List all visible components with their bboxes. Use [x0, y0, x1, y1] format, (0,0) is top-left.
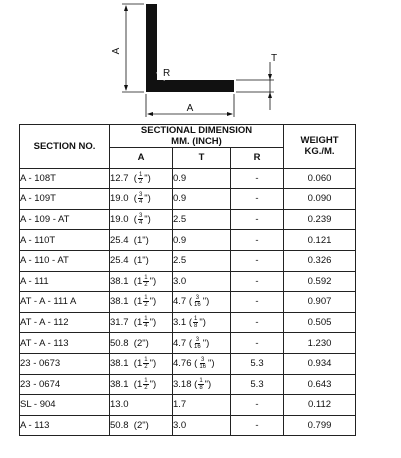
- inch-suffix: "): [144, 214, 151, 226]
- fraction-denominator: 8: [199, 384, 203, 391]
- weight-cell: 1.230: [284, 333, 356, 354]
- a-mm-value: 50.8: [110, 337, 129, 349]
- inch-fraction: [138, 172, 143, 185]
- section-no-cell: 23 - 0674: [20, 374, 110, 395]
- label-r: R: [163, 68, 171, 79]
- dimension-t-cell: [173, 353, 231, 374]
- header-weight-line2: KG./M.: [304, 146, 335, 158]
- inch-prefix: (2"): [133, 337, 149, 349]
- fraction-denominator: 2: [144, 384, 148, 391]
- section-no-cell: A - 111: [20, 271, 110, 292]
- weight-cell: 0.121: [284, 230, 356, 251]
- inch-prefix: (1: [133, 358, 143, 370]
- inch-prefix: (1"): [133, 255, 149, 267]
- header-section-no: SECTION NO.: [20, 125, 110, 169]
- table-row: [20, 353, 356, 374]
- dimension-r-cell: -: [231, 271, 284, 292]
- t-mm-value: 3.0: [173, 275, 187, 287]
- inch-fraction: [143, 295, 148, 308]
- dimension-r-cell: -: [231, 312, 284, 333]
- fraction-denominator: 4: [138, 199, 143, 206]
- section-no-cell: AT - A - 112: [20, 312, 110, 333]
- table-row: [20, 312, 356, 333]
- angle-section-diagram: [0, 0, 401, 124]
- inch-suffix: "): [202, 296, 210, 308]
- label-t: T: [271, 53, 278, 64]
- section-no-cell: AT - A - 111 A: [20, 292, 110, 313]
- fraction-numerator: 1: [144, 274, 148, 281]
- header-weight-line1: WEIGHT: [300, 135, 339, 147]
- inch-fraction: [193, 316, 198, 329]
- dimension-a-cell: [110, 230, 173, 251]
- inch-prefix: (: [188, 296, 193, 308]
- section-no-cell: A - 109 - AT: [20, 209, 110, 230]
- t-mm-value: 0.9: [173, 234, 187, 246]
- dimension-r-cell: -: [231, 209, 284, 230]
- header-weight: [284, 125, 356, 169]
- table-row: [20, 209, 356, 230]
- dimension-a-cell: [110, 250, 173, 271]
- inch-fraction: [138, 192, 143, 205]
- table-row: [20, 292, 356, 313]
- dimension-a-cell: [110, 189, 173, 210]
- weight-cell: 0.934: [284, 353, 356, 374]
- weight-cell: 0.592: [284, 271, 356, 292]
- weight-cell: 0.799: [284, 415, 356, 436]
- weight-cell: 0.505: [284, 312, 356, 333]
- section-no-cell: A - 110T: [20, 230, 110, 251]
- dimension-r-cell: -: [231, 395, 284, 416]
- label-a-horizontal: A: [186, 103, 194, 114]
- fraction-denominator: 16: [194, 302, 201, 309]
- inch-suffix: "): [149, 275, 157, 287]
- inch-fraction: [143, 357, 148, 370]
- dimension-t-cell: [173, 312, 231, 333]
- inch-suffix: "): [204, 378, 212, 390]
- dimension-r-cell: -: [231, 230, 284, 251]
- inch-suffix: "): [149, 378, 157, 390]
- inch-fraction: [143, 378, 148, 391]
- inch-suffix: "): [202, 337, 210, 349]
- table-row: [20, 168, 356, 189]
- a-mm-value: 12.7: [110, 172, 129, 184]
- fraction-denominator: 2: [144, 281, 148, 288]
- fraction-numerator: 1: [199, 377, 203, 384]
- a-mm-value: 38.1: [110, 296, 129, 308]
- t-mm-value: 3.0: [173, 420, 187, 432]
- inch-suffix: "): [149, 317, 157, 329]
- dimension-r-cell: -: [231, 292, 284, 313]
- fraction-denominator: 4: [144, 323, 148, 330]
- weight-cell: 0.239: [284, 209, 356, 230]
- table-row: [20, 250, 356, 271]
- weight-cell: 0.643: [284, 374, 356, 395]
- fraction-numerator: 3: [195, 295, 200, 302]
- inch-fraction: [198, 378, 203, 391]
- dimension-r-cell: 5.3: [231, 374, 284, 395]
- table-row: [20, 333, 356, 354]
- dimension-t-cell: [173, 250, 231, 271]
- table-row: [20, 189, 356, 210]
- t-mm-value: 1.7: [173, 399, 187, 411]
- section-no-cell: AT - A - 113: [20, 333, 110, 354]
- inch-prefix: (: [188, 337, 193, 349]
- section-no-cell: 23 - 0673: [20, 353, 110, 374]
- section-dimension-table: [19, 124, 356, 436]
- dimension-r-cell: -: [231, 189, 284, 210]
- inch-prefix: (: [133, 214, 137, 226]
- header-r: R: [231, 148, 284, 169]
- dimension-a-cell: [110, 415, 173, 436]
- inch-prefix: (2"): [133, 420, 149, 432]
- dimension-r-cell: -: [231, 168, 284, 189]
- inch-suffix: "): [149, 358, 157, 370]
- angle-profile: [146, 4, 234, 92]
- table-row: [20, 230, 356, 251]
- a-mm-value: 38.1: [110, 358, 129, 370]
- weight-cell: 0.326: [284, 250, 356, 271]
- section-no-cell: SL - 904: [20, 395, 110, 416]
- dimension-t-cell: [173, 374, 231, 395]
- inch-prefix: (1: [133, 296, 143, 308]
- weight-cell: 0.907: [284, 292, 356, 313]
- inch-suffix: "): [149, 296, 157, 308]
- a-mm-value: 19.0: [110, 193, 129, 205]
- dimension-r-cell: -: [231, 415, 284, 436]
- fraction-denominator: 16: [199, 364, 206, 371]
- dimension-a-cell: [110, 292, 173, 313]
- t-mm-value: 2.5: [173, 255, 187, 267]
- fraction-denominator: 2: [138, 178, 143, 185]
- t-mm-value: 4.7: [173, 337, 187, 349]
- t-mm-value: 0.9: [173, 193, 187, 205]
- a-mm-value: 38.1: [110, 378, 129, 390]
- dimension-t-cell: [173, 168, 231, 189]
- fraction-numerator: 3: [195, 336, 200, 343]
- inch-prefix: (1: [133, 317, 143, 329]
- fraction-denominator: 16: [194, 343, 201, 350]
- fraction-numerator: 1: [144, 316, 148, 323]
- fraction-numerator: 1: [144, 377, 148, 384]
- a-mm-value: 38.1: [110, 275, 129, 287]
- dimension-a-cell: [110, 209, 173, 230]
- dimension-t-cell: [173, 189, 231, 210]
- t-mm-value: 4.76: [173, 358, 192, 370]
- fraction-denominator: 2: [144, 364, 148, 371]
- dimension-a-cell: [110, 353, 173, 374]
- inch-fraction: [193, 295, 202, 308]
- dimension-t-cell: [173, 415, 231, 436]
- inch-prefix: (1: [133, 378, 143, 390]
- inch-suffix: "): [199, 317, 206, 329]
- inch-fraction: [143, 316, 148, 329]
- a-mm-value: 25.4: [110, 234, 129, 246]
- inch-prefix: (: [133, 172, 137, 184]
- inch-fraction: [138, 213, 143, 226]
- inch-fraction: [143, 275, 148, 288]
- inch-prefix: (: [133, 193, 137, 205]
- dimension-r-cell: -: [231, 250, 284, 271]
- fraction-numerator: 1: [144, 295, 148, 302]
- a-mm-value: 50.8: [110, 420, 129, 432]
- dimension-a-cell: [110, 271, 173, 292]
- inch-fraction: [193, 337, 202, 350]
- dimension-t-cell: [173, 395, 231, 416]
- fraction-numerator: 3: [138, 192, 143, 199]
- dimension-t-cell: [173, 230, 231, 251]
- fraction-numerator: 1: [194, 316, 198, 323]
- dimension-r-cell: -: [231, 333, 284, 354]
- table-row: [20, 395, 356, 416]
- t-mm-value: 3.1: [173, 317, 187, 329]
- section-no-cell: A - 109T: [20, 189, 110, 210]
- dimension-a-cell: [110, 312, 173, 333]
- t-mm-value: 0.9: [173, 172, 187, 184]
- weight-cell: 0.060: [284, 168, 356, 189]
- weight-cell: 0.112: [284, 395, 356, 416]
- inch-fraction: [198, 357, 207, 370]
- a-mm-value: 31.7: [110, 317, 129, 329]
- fraction-numerator: 3: [200, 357, 205, 364]
- dimension-a-cell: [110, 374, 173, 395]
- header-dim-line2: MM. (INCH): [171, 136, 222, 147]
- dimension-t-cell: [173, 333, 231, 354]
- fraction-denominator: 8: [194, 323, 198, 330]
- fraction-numerator: 1: [144, 357, 148, 364]
- dimension-a-cell: [110, 168, 173, 189]
- fraction-numerator: 3: [138, 213, 143, 220]
- table-row: [20, 374, 356, 395]
- inch-prefix: (1: [133, 275, 143, 287]
- a-mm-value: 13.0: [110, 399, 129, 411]
- section-no-cell: A - 110 - AT: [20, 250, 110, 271]
- fraction-denominator: 4: [138, 220, 143, 227]
- t-mm-value: 3.18: [173, 378, 192, 390]
- inch-prefix: (: [188, 317, 193, 329]
- header-dim-line1: SECTIONAL DIMENSION: [140, 125, 253, 136]
- dimension-r-cell: 5.3: [231, 353, 284, 374]
- label-a-vertical: A: [111, 47, 122, 55]
- fraction-denominator: 2: [144, 302, 148, 309]
- a-mm-value: 25.4: [110, 255, 129, 267]
- dimension-a-cell: [110, 333, 173, 354]
- dimension-t-cell: [173, 271, 231, 292]
- table-row: [20, 271, 356, 292]
- inch-suffix: "): [208, 358, 215, 370]
- a-mm-value: 19.0: [110, 214, 129, 226]
- dimension-t-cell: [173, 292, 231, 313]
- header-a: A: [110, 148, 173, 169]
- inch-suffix: "): [144, 172, 151, 184]
- inch-prefix: (: [194, 378, 198, 390]
- header-t: T: [173, 148, 231, 169]
- inch-prefix: (: [194, 358, 198, 370]
- inch-suffix: "): [144, 193, 151, 205]
- section-no-cell: A - 108T: [20, 168, 110, 189]
- header-sectional-dimension: [110, 125, 284, 148]
- weight-cell: 0.090: [284, 189, 356, 210]
- t-mm-value: 2.5: [173, 214, 187, 226]
- dimension-a-cell: [110, 395, 173, 416]
- dimension-t-cell: [173, 209, 231, 230]
- inch-prefix: (1"): [133, 234, 149, 246]
- t-mm-value: 4.7: [173, 296, 187, 308]
- table-row: [20, 415, 356, 436]
- section-no-cell: A - 113: [20, 415, 110, 436]
- fraction-numerator: 1: [138, 171, 143, 178]
